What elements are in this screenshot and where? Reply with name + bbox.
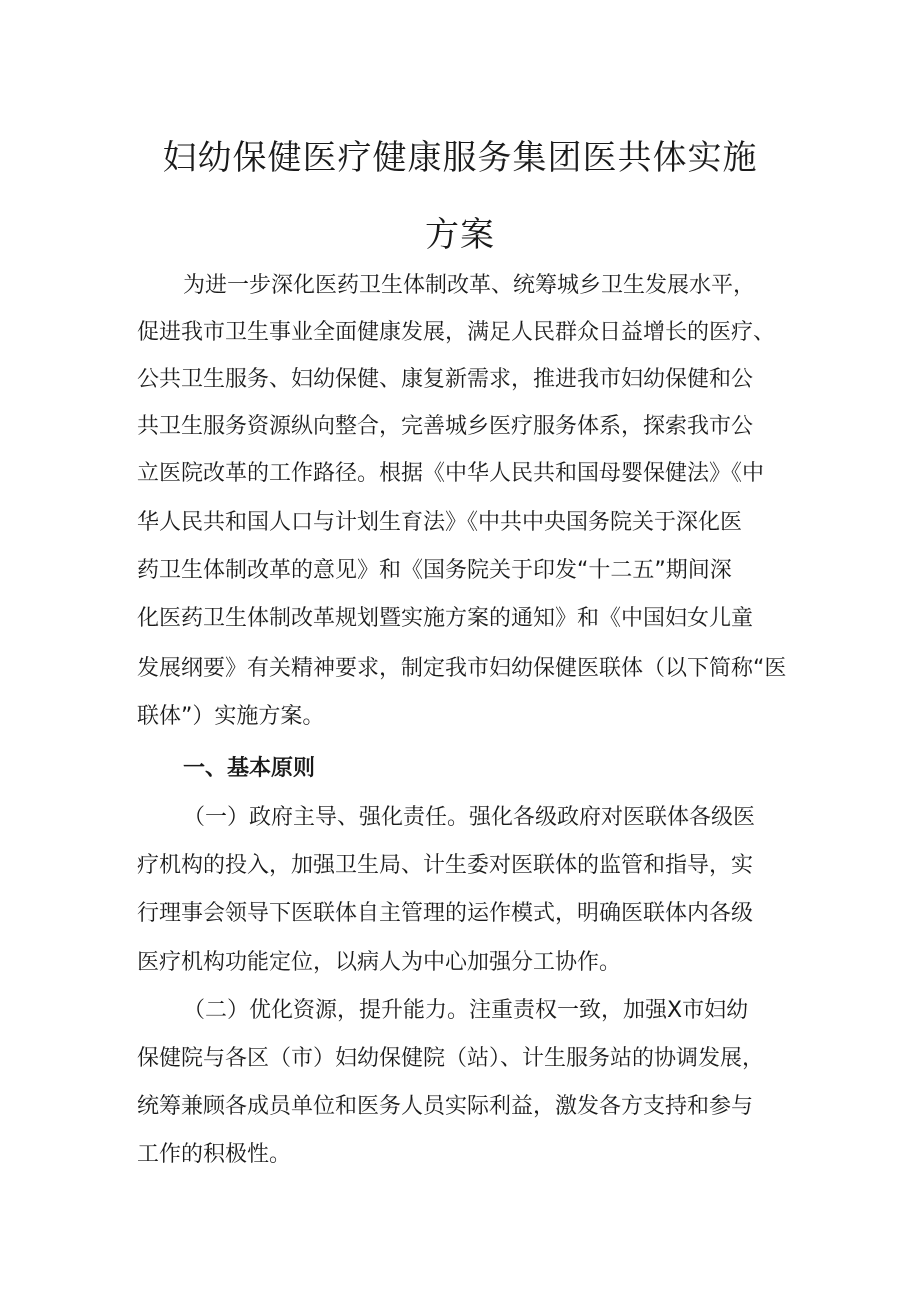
intro-line: 共卫生服务资源纵向整合，完善城乡医疗服务体系，探索我市公	[137, 414, 754, 439]
paragraph-2-line: 保健院与各区（市）妇幼保健院（站）、计生服务站的协调发展，	[137, 1046, 765, 1071]
paragraph-1-line: 行理事会领导下医联体自主管理的运作模式，明确医联体内各级	[137, 901, 754, 926]
document-title-line-1: 妇幼保健医疗健康服务集团医共体实施	[162, 138, 758, 178]
intro-line: 发展纲要》有关精神要求，制定我市妇幼保健医联体（以下简称“医	[137, 656, 787, 681]
intro-line: 药卫生体制改革的意见》和《国务院关于印发“十二五”期间深	[137, 558, 732, 583]
intro-line: 化医药卫生体制改革规划暨实施方案的通知》和《中国妇女儿童	[137, 606, 754, 631]
intro-line: 华人民共和国人口与计划生育法》《中共中央国务院关于深化医	[137, 510, 743, 535]
paragraph-1-line: 医疗机构功能定位，以病人为中心加强分工协作。	[137, 950, 622, 975]
paragraph-2-line: （二）优化资源，提升能力。注重责权一致，加强X市妇幼	[183, 998, 749, 1023]
paragraph-1-line: 疗机构的投入，加强卫生局、计生委对医联体的监管和指导，实	[137, 853, 754, 878]
intro-line: 促进我市卫生事业全面健康发展，满足人民群众日益增长的医疗、	[137, 320, 776, 345]
section-heading: 一、基本原则	[183, 756, 316, 781]
intro-line: 立医院改革的工作路径。根据《中华人民共和国母婴保健法》《中	[137, 461, 765, 486]
intro-line: 联体”）实施方案。	[137, 704, 325, 729]
paragraph-2-line: 工作的积极性。	[137, 1142, 292, 1167]
paragraph-2-line: 统筹兼顾各成员单位和医务人员实际利益，激发各方支持和参与	[137, 1094, 754, 1119]
intro-line: 公共卫生服务、妇幼保健、康复新需求，推进我市妇幼保健和公	[137, 367, 754, 392]
paragraph-1-line: （一）政府主导、强化责任。强化各级政府对医联体各级医	[183, 805, 756, 830]
document-title-line-2: 方案	[425, 215, 495, 255]
intro-line: 为进一步深化医药卫生体制改革、统筹城乡卫生发展水平，	[183, 273, 756, 298]
